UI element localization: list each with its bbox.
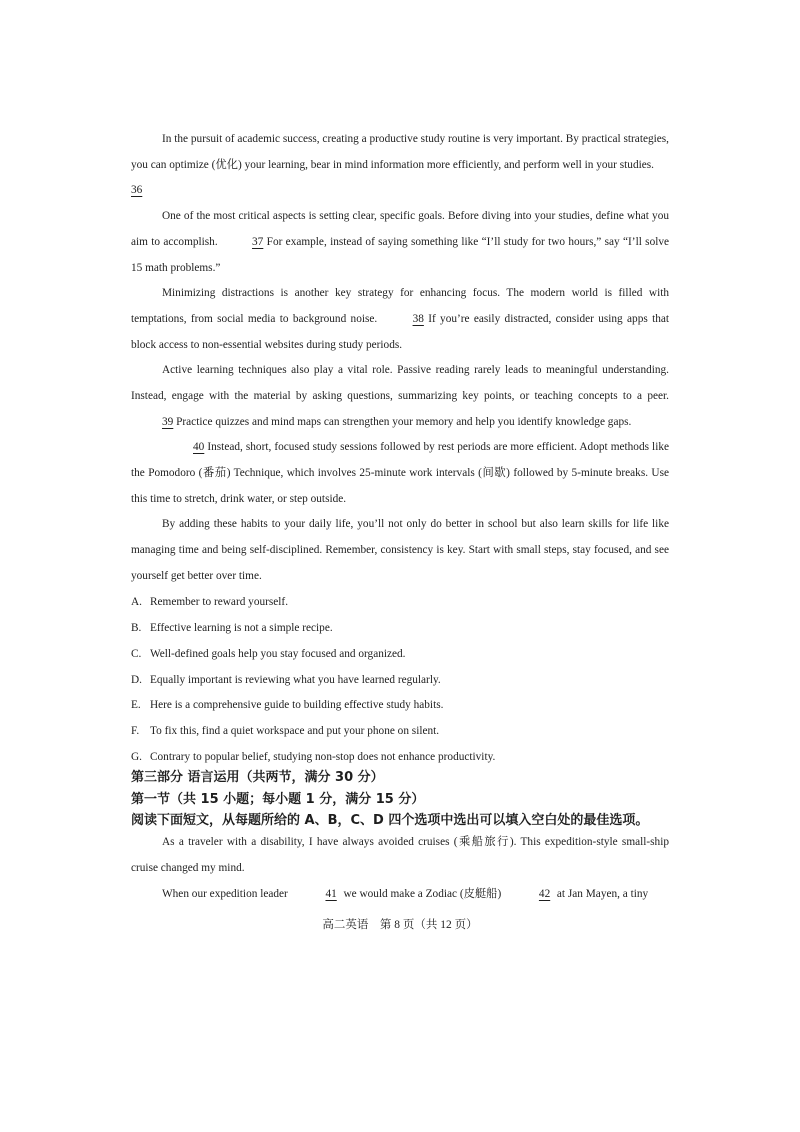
passage-paragraph-1: In the pursuit of academic success, creating a productive study routine is very important. By practical strategies, you can optimize (优化) your learning, bear in mind information more efficiently, and perform well in your studies.: [131, 133, 669, 171]
blank-36-line: [131, 178, 669, 204]
passage-paragraph-4: Active learning techniques also play a vital role. Passive reading rarely leads to meaningful understanding. Instead, engage with the material by asking questions, summarizing key points, or teaching concepts to a peer. 39 Practice quizzes and mind maps can strengthen your memory and help you identify knowledge gaps.: [131, 358, 669, 435]
option-g: G. Contrary to popular belief, studying non-stop does not enhance productivity.: [131, 751, 496, 763]
option-e: E. Here is a comprehensive guide to building effective study habits.: [131, 699, 444, 711]
passage-paragraph-3: Minimizing distractions is another key strategy for enhancing focus. The modern world is filled with temptations, from social media to background noise. 38 If you’re easily distracted, consider using apps that block access to non-essential websites during study periods.: [131, 287, 670, 351]
cloze-paragraph-2: When our expedition leader 41 we would make a Zodiac (皮艇船) 42 at Jan Mayen, a tiny: [131, 882, 669, 908]
option-c: C. Well-defined goals help you stay focused and organized.: [131, 648, 406, 660]
cloze-paragraph-1: As a traveler with a disability, I have always avoided cruises (乘船旅行). This expedition-style small-ship cruise changed my mind.: [131, 836, 669, 874]
blank-36: 36: [131, 184, 143, 196]
passage-paragraph-6: By adding these habits to your daily life, you’ll not only do better in school but also learn skills for life like managing time and being self-disciplined. Remember, consistency is key. Start with small steps, stay focused, and see yourself get better over time.: [131, 518, 669, 582]
option-d: D. Equally important is reviewing what you have learned regularly.: [131, 674, 441, 686]
option-b: B. Effective learning is not a simple recipe.: [131, 622, 333, 634]
section1-heading: 第一节（共 15 小题；每小题 1 分，满分 15 分）: [131, 792, 425, 807]
passage-paragraph-5: 40 Instead, short, focused study sessions followed by rest periods are more efficient. Adopt methods like the Pomodoro (番茄) Technique, which involves 25-minute work intervals (间歇) followed by 5-minute breaks. Use this time to stretch, drink water, or step outside.: [131, 435, 669, 512]
option-a: A. Remember to reward yourself.: [131, 596, 289, 608]
page-footer: 高二英语 第 8 页（共 12 页）: [322, 919, 478, 931]
blank-37: 37: [252, 235, 264, 248]
blank-41: 41: [325, 888, 337, 900]
blank-42: 42: [538, 888, 551, 900]
passage-paragraph-2: One of the most critical aspects is setting clear, specific goals. Before diving into your studies, define what you aim to accomplish. 37 For example, instead of saying something like “I’ll study for two hours,” say “I’ll solve 15 math problems.”: [131, 210, 670, 274]
blank-39: 39: [162, 415, 174, 428]
blank-38: 38: [412, 312, 424, 325]
option-f: F. To fix this, find a quiet workspace and put your phone on silent.: [131, 725, 440, 737]
part3-heading: 第三部分 语言运用（共两节，满分 30 分）: [131, 770, 384, 785]
blank-40: 40: [193, 441, 205, 453]
instruction-text: 阅读下面短文，从每题所给的 A、B，C、D 四个选项中选出可以填入空白处的最佳选项。: [131, 813, 649, 828]
